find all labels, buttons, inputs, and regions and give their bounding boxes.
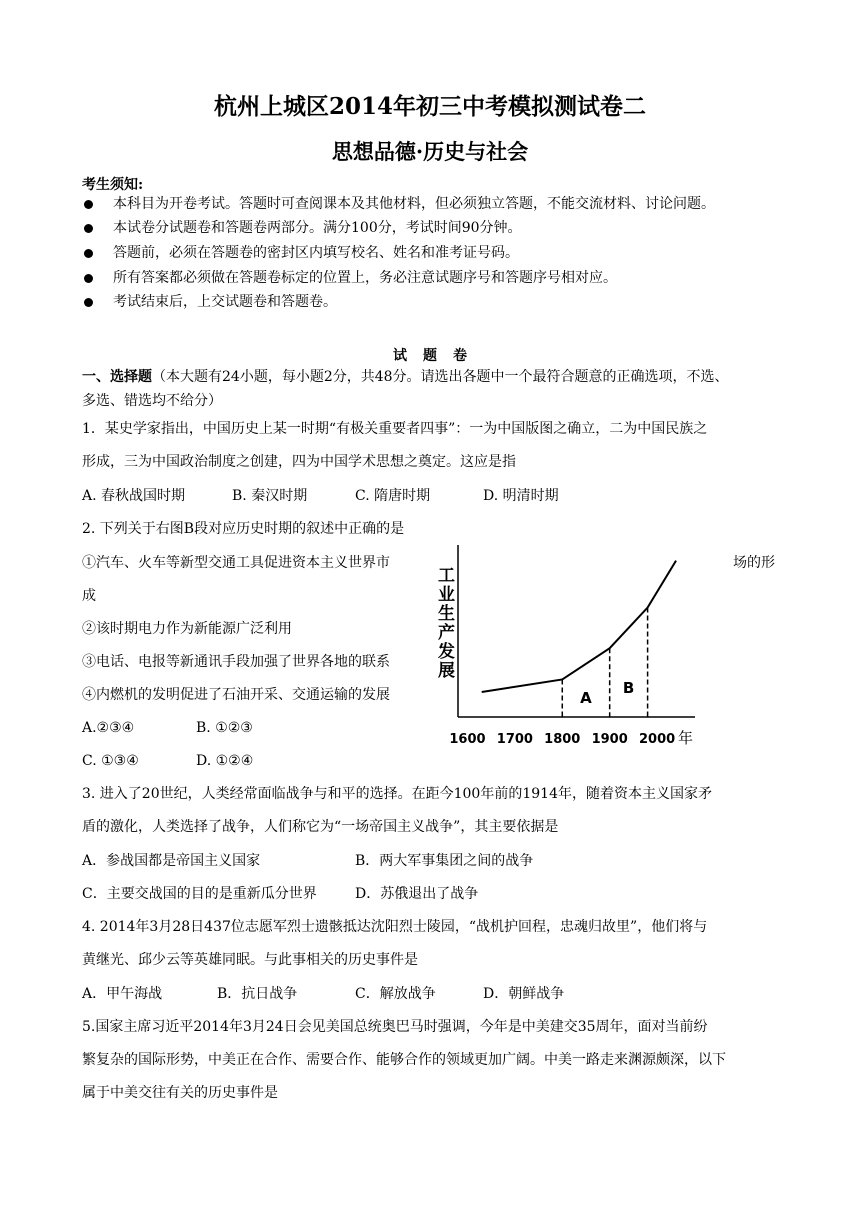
bullet-icon	[84, 200, 93, 209]
notice-item: 本科目为开卷考试。答题时可查阅课本及其他材料，但必须独立答题，不能交流材料、讨论问题。	[113, 196, 715, 212]
q2-statement-2: ②该时期电力作为新能源广泛利用	[82, 621, 292, 637]
q2-option-d: D. ①②④	[196, 753, 254, 769]
q2-statement-1-end: 场的形	[733, 555, 775, 571]
q2-statement-3: ③电话、电报等新通讯手段加强了世界各地的联系	[82, 654, 390, 670]
q3-option-c: C．主要交战国的目的是重新瓜分世界	[82, 886, 317, 902]
bullet-icon	[84, 224, 93, 233]
q1-option-b: B. 秦汉时期	[232, 488, 308, 504]
q5-stem: 5.国家主席习近平2014年3月24日会见美国总统奥巴马时强调，今年是中美建交35周年，面对当前纷	[82, 1019, 708, 1035]
notice-item: 考试结束后，上交试题卷和答题卷。	[113, 294, 337, 310]
notice-item: 本试卷分试题卷和答题卷两部分。满分100分，考试时间90分钟。	[113, 220, 522, 236]
chart-xlabel: 年	[678, 729, 694, 747]
q2-option-c: C. ①③④	[82, 753, 139, 769]
q4-option-a: A．甲午海战	[82, 986, 163, 1002]
q4-stem-cont: 黄继光、邱少云等英雄同眠。与此事相关的历史事件是	[82, 952, 418, 968]
chart-x-tick-label: 1600	[449, 732, 486, 747]
industrial-growth-chart	[430, 535, 720, 755]
page-title: 杭州上城区2014年初三中考模拟测试卷二	[213, 93, 646, 120]
q3-option-d: D．苏俄退出了战争	[355, 886, 479, 902]
q2-stem: 2. 下列关于右图B段对应历史时期的叙述中正确的是	[82, 521, 405, 537]
q1-stem-cont: 形成，三为中国政治制度之创建，四为中国学术思想之奠定。这应是指	[82, 454, 516, 470]
q4-stem: 4. 2014年3月28日437位志愿军烈士遗骸抵达沈阳烈士陵园，“战机护回程，忠魂归故里”，他们将与	[82, 919, 708, 935]
notice-heading: 考生须知:	[82, 177, 144, 193]
chart-segment-label: A	[580, 689, 592, 707]
q4-option-d: D．朝鲜战争	[483, 986, 565, 1002]
q1-option-a: A. 春秋战国时期	[82, 488, 186, 504]
section-title: 试题卷	[393, 348, 483, 364]
q2-option-a: A.②③④	[82, 720, 135, 736]
chart-x-tick-label: 1800	[544, 732, 581, 747]
bullet-icon	[84, 298, 93, 307]
q1-option-d: D. 明清时期	[483, 488, 559, 504]
q3-stem: 3. 进入了20世纪，人类经常面临战争与和平的选择。在距今100年前的1914年，随着资本主义国家矛	[82, 786, 712, 802]
chart-x-tick-label: 1700	[496, 732, 533, 747]
notice-item: 所有答案都必须做在答题卷标定的位置上，务必注意试题序号和答题序号相对应。	[113, 270, 617, 286]
chart-x-tick-label: 2000	[638, 732, 676, 747]
q2-statement-1: ①汽车、火车等新型交通工具促进资本主义世界市	[82, 555, 390, 571]
page-subtitle: 思想品德·历史与社会	[331, 139, 529, 164]
section1-heading	[82, 368, 729, 386]
q3-option-b: B．两大军事集团之间的战争	[355, 853, 534, 869]
chart-x-tick-label: 1900	[591, 732, 628, 747]
chart-segment-label: B	[622, 679, 635, 697]
q4-option-c: C．解放战争	[355, 986, 436, 1002]
section1-heading-cont: 多选、错选均不给分）	[82, 393, 222, 409]
q2-option-b: B. ①②③	[196, 720, 253, 736]
bullet-icon	[84, 274, 93, 283]
q5-stem-cont: 繁复杂的国际形势，中美正在合作、需要合作、能够合作的领域更加广阔。中美一路走来渊源颇深，以下	[82, 1052, 726, 1068]
section1-heading-desc: （本大题有24小题，每小题2分，共48分。请选出各题中一个最符合题意的正确选项，不选、	[152, 369, 729, 385]
q4-option-b: B．抗日战争	[217, 986, 298, 1002]
bullet-icon	[84, 249, 93, 258]
q1-option-c: C. 隋唐时期	[355, 488, 431, 504]
q2-statement-1-cont: 成	[82, 588, 96, 604]
section1-heading-label: 一、选择题	[82, 369, 152, 385]
q5-stem-cont2: 属于中美交往有关的历史事件是	[82, 1085, 278, 1101]
notice-item: 答题前，必须在答题卷的密封区内填写校名、姓名和准考证号码。	[113, 245, 519, 261]
q1-stem: 1．某史学家指出，中国历史上某一时期“有极关重要者四事”：一为中国版图之确立，二为中国民族之	[82, 421, 708, 437]
chart-ylabel: 工业生产发展	[438, 566, 455, 681]
q2-statement-4: ④内燃机的发明促进了石油开采、交通运输的发展	[82, 687, 390, 703]
q3-stem-cont: 盾的激化，人类选择了战争，人们称它为“一场帝国主义战争”，其主要依据是	[82, 819, 559, 835]
q3-option-a: A．参战国都是帝国主义国家	[82, 853, 261, 869]
